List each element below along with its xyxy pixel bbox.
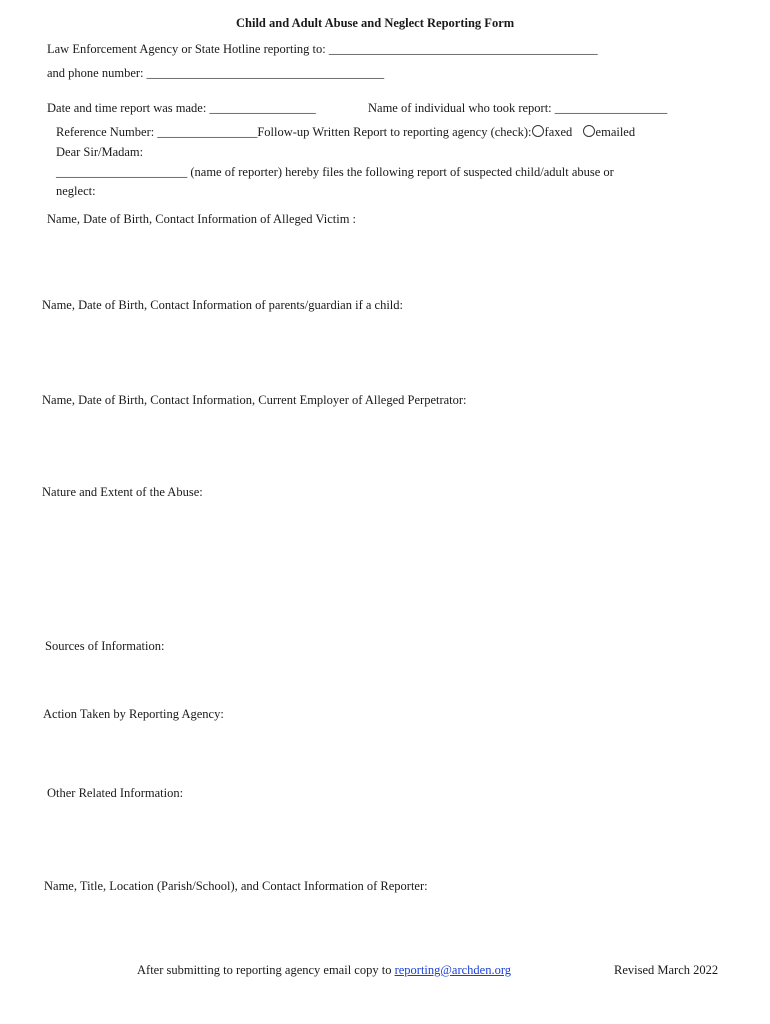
phone-field[interactable]: and phone number: ______________________________________ <box>47 66 385 80</box>
form-title: Child and Adult Abuse and Neglect Reporting Form <box>236 16 515 30</box>
salutation: Dear Sir/Madam: <box>56 145 144 159</box>
section-other: Other Related Information: <box>47 786 184 800</box>
section-nature: Nature and Extent of the Abuse: <box>42 485 203 499</box>
section-parents: Name, Date of Birth, Contact Information of parents/guardian if a child: <box>42 298 403 312</box>
faxed-radio[interactable] <box>532 125 544 137</box>
reference-field[interactable]: Reference Number: ________________Follow-up Written Report to reporting agency (check): <box>56 125 532 139</box>
section-action: Action Taken by Reporting Agency: <box>43 707 224 721</box>
section-perpetrator: Name, Date of Birth, Contact Information, Current Employer of Alleged Perpetrator: <box>42 393 467 407</box>
section-reporter: Name, Title, Location (Parish/School), and Contact Information of Reporter: <box>44 879 428 893</box>
individual-field[interactable]: Name of individual who took report: __________________ <box>368 101 668 115</box>
reference-row <box>56 124 635 140</box>
section-sources: Sources of Information: <box>45 639 165 653</box>
email-link[interactable]: reporting@archden.org <box>394 963 512 977</box>
revised-date: Revised March 2022 <box>614 963 719 977</box>
reporter-statement[interactable]: _____________________ (name of reporter) hereby files the following report of suspected child/adult abuse or <box>56 165 614 179</box>
reporter-statement-cont: neglect: <box>56 184 96 198</box>
emailed-label: emailed <box>595 125 636 139</box>
agency-field[interactable]: Law Enforcement Agency or State Hotline reporting to: ___________________________________________ <box>47 42 598 56</box>
footer-instruction-text: After submitting to reporting agency email copy to <box>137 963 392 977</box>
date-time-field[interactable]: Date and time report was made: _________________ <box>47 101 316 115</box>
footer-instruction <box>137 962 511 978</box>
emailed-radio[interactable] <box>583 125 595 137</box>
faxed-label: faxed <box>544 125 573 139</box>
section-victim: Name, Date of Birth, Contact Information of Alleged Victim : <box>47 212 357 226</box>
